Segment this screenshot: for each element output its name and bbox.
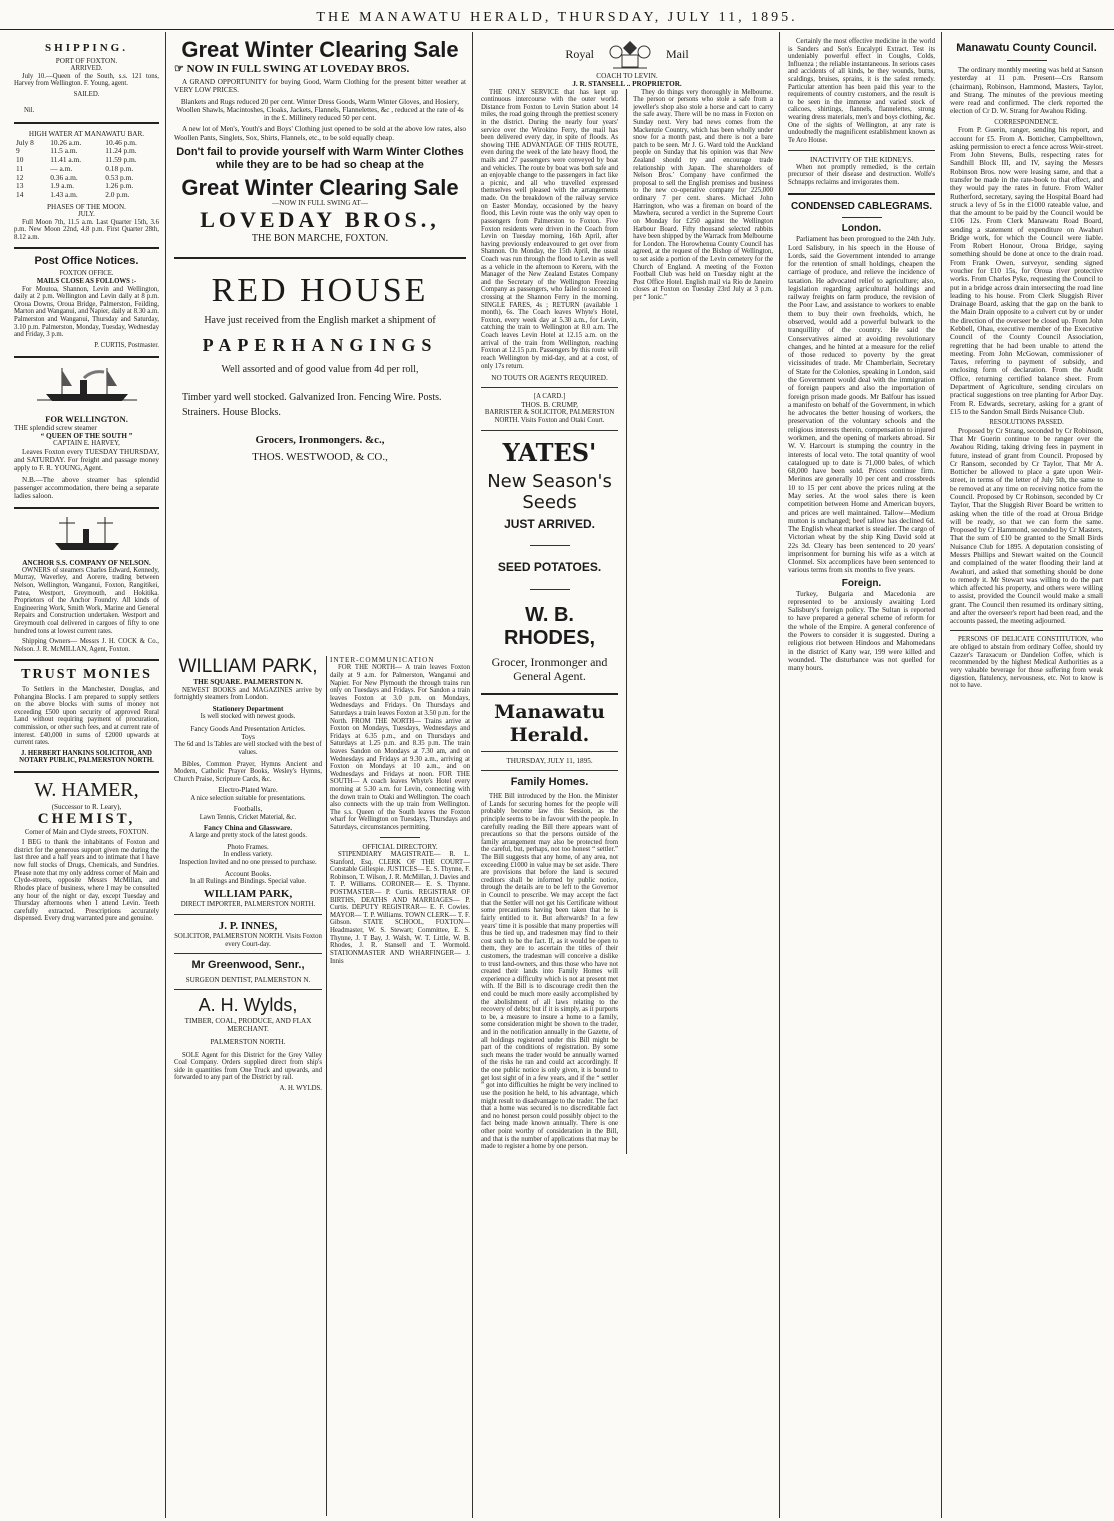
hankins: J. HERBERT HANKINS SOLICITOR, AND NOTARY PUBLIC, PALMERSTON NORTH. bbox=[19, 749, 154, 765]
park-china-text: A large and pretty stock of the latest goods. bbox=[189, 832, 307, 840]
sale-reductions: Blankets and Rugs reduced 20 per cent. Winter Dress Goods, Warm Winter Gloves, and Hosiery, Woollen Shawls, Macintoshes, Cloaks, Jackets, Flannels, Flannelettes, &c , reduced at the rate of 4s in the £. Millinery reduced 50 per cent. bbox=[176, 97, 464, 123]
crump-name: THOS. B. CRUMP, bbox=[521, 401, 578, 409]
foreign-cables: Turkey, Bulgaria and Macedonia are represented to be anxiously awaiting Lord Salisbury's foreign policy. The Sultan is reported to have prepared a general scheme of reform for the whole of the Empire. A general conference of the Powers to consider it is suggested. During a religious riot between Hindoos and Mahomedans in the district of Katty war, 199 were killed and wounded. The disturbance was not quelled for many hours. bbox=[788, 589, 935, 673]
no-touts: NO TOUTS OR AGENTS REQUIRED. bbox=[491, 374, 608, 383]
steamer-name: “ QUEEN OF THE SOUTH ” bbox=[40, 431, 133, 440]
wylds-signature: A. H. WYLDS. bbox=[279, 1085, 322, 1092]
column-shipping bbox=[8, 32, 166, 1518]
moon-title: PHASES OF THE MOON. bbox=[47, 202, 126, 211]
column-editorial bbox=[475, 32, 780, 1518]
directory-text: STIPENDIARY MAGISTRATE— R. L. Stanford, Esq. CLERK OF THE COURT— Constable Gillespie. JUSTICES— E. S. Thynne, F. Robinson, T. Wilson, J. R. McMillan, J. Davies and T. P. Williams. CORONER— E. S. Thynne. POSTMASTER— P. Curtis. REGISTRAR OF BIRTHS, DEATHS AND MARRIAGES— P. Curtis. DEPUTY REGISTRAR— E. F. Cowies. MAYOR— T. P. Williams. TOWN CLERK— T. F. Gibson. STATE SCHOOL, FOXTON— Headmaster, W. S. Stewart; Committee, E. S. Thynne, J. T Bay, J. Walsh, W. T. Little, W. B. Rhodes, J. R. Stansell and T. Wormold. STATIONMASTER AND WHARFINGER— J. Innis bbox=[330, 850, 470, 965]
inter-title: INTER-COMMUNICATION bbox=[330, 656, 435, 664]
hamer-subtitle: (Successor to R. Leary), bbox=[51, 802, 122, 811]
local-news-text: They do things very thoroughly in Melbourne. The person or persons who stole a safe from a jeweller's shop also stole a horse and cart to carry the safe away. There will be no mass in Foxton on Sunday next. Very bad news comes from the Mackenzie Country, which has been wholly under snow for a month past, and there is not a bare patch to be seen. Mr J. G. Ward told the Auckland people on Sunday that his opinion was that New Zealand should try and encourage trade relationship with Japan. The shareholders of Nelson Bros.' Company have confirmed the proposal to sell the English premises and business to the new co-operative company for 225,000 ordinary 7 per cent. shares. Michael John Harrington, who was a fireman on board of the Mawhera, secured a verdict in the Supreme Court on Monday for £250 against the Wellington Harbour Board. Fifty thousand selected rabbits have been shipped by the Warrack from Melbourne for London. The Horowhenua County Council has agreed, at the request of the Bishop of Wellington, to set aside a portion of the Levin cemetery for the Church of England. A meeting of the Foxton Football Club was held on Tuesday night at the Post Office Hotel. English mail via Rio de Janeiro closes at Foxton on Tuesday 23rd July at 3 p.m. per “ Ionic.” bbox=[633, 88, 773, 302]
park-photo: Photo Frames. bbox=[227, 843, 269, 852]
trust-text: To Settlers in the Manchester, Douglas, and Pohangina Blocks. I am prepared to supply settlers on the above blocks with sums of money not exceeding £500 upon security of approved Rural Land without requiring payment of procuration, commission, or other such fees, and at current rate of interest. £40,000 in sums of £2000 upwards at current rates. bbox=[14, 686, 159, 747]
park-toys: Toys bbox=[241, 733, 255, 742]
tide-title: HIGH WATER AT MANAWATU BAR. bbox=[28, 130, 145, 139]
greenwood-text: SURGEON DENTIST, PALMERSTON N. bbox=[185, 976, 311, 985]
hamer-text: I BEG to thank the inhabitants of Foxton and district for the generous support given me during the last three and a half years and to intimate that I have now full stocks of Drugs, Chemicals, and Sundries. Please note that my only address corner of Main and Clyde-streets, opposite Messrs McMillan, and Rhodes place of business, where I may be consulted any hour of the night or day, except Tuesday and Thursday afternoons when I attend Levin. Teeth carefully extracted. Prescriptions accurately dispensed. Every drug warranted pure and genuine. bbox=[14, 839, 159, 923]
kidneys-text: When not promptly remedied, is the certain precursor of their disease and destruction. Wolfe's Schnapps reclaims and invigorates them. bbox=[788, 163, 935, 187]
westwood: THOS. WESTWOOD, & CO., bbox=[252, 451, 388, 463]
coffee-notice: PERSONS OF DELICATE CONSTITUTION, who are obliged to abstain from ordinary Coffee, should try Cazzer's Taraxacum or Dandelion Coffee, which is recommended by the highest Medical Authorities as a very valuable beverage for those suffering from weak digestion, flatulency, nervousness, etc. Not to know is not to have. bbox=[950, 636, 1103, 690]
william-park-ad bbox=[174, 656, 327, 1516]
royal-crest-icon bbox=[607, 38, 653, 72]
table-row: 10 11.41 a.m. 11.59 p.m. bbox=[16, 155, 137, 165]
post-office-subtitle: FOXTON OFFICE. bbox=[59, 270, 114, 278]
wylds-name: A. H. Wylds, bbox=[198, 995, 298, 1016]
wylds-agent: SOLE Agent for this District for the Grey Valley Coal Company. Orders supplied direct from ship's side in quantities from One Truck and upwards, and forwarded to any part of the District by rail. bbox=[174, 1051, 322, 1082]
wellington-title: FOR WELLINGTON. bbox=[45, 413, 128, 424]
rhodes-name: W. B. RHODES, bbox=[503, 603, 596, 650]
wylds-palmerston: PALMERSTON NORTH. bbox=[210, 1038, 286, 1047]
bon-marche: THE BON MARCHE, FOXTON. bbox=[251, 233, 389, 245]
family-homes-title: Family Homes. bbox=[510, 776, 589, 789]
herald-title: Manawatu Herald. bbox=[494, 701, 605, 746]
london-heading: London. bbox=[841, 223, 882, 235]
park-fancy: Fancy Goods And Presentation Articles. bbox=[190, 724, 306, 733]
sailed-label: SAILED. bbox=[73, 91, 100, 99]
crump-text: BARRISTER & SOLICITOR, PALMERSTON NORTH. Visits Foxton and Otaki Court. bbox=[484, 409, 615, 424]
sale-callout: Don't fail to provide yourself with Warm Winter Clothes while they are to be had so cheap at the bbox=[176, 146, 464, 171]
park-bibles: Bibles, Common Prayer, Hymns Ancient and Modern, Catholic Prayer Books, Wesley's Hymns, Church Praise, Scripture Cards, &c. bbox=[174, 760, 322, 783]
sale-now: ☞ NOW IN FULL SWING AT LOVEDAY BROS. bbox=[174, 63, 410, 76]
sale-title-repeat: Great Winter Clearing Sale bbox=[181, 174, 459, 200]
resolutions-text: Proposed by Cr Strang, seconded by Cr Robinson, That Mr Guerin continue to be ranger over the Awahou Riding, taking driving fees in payment in future, instead of grant from Council. Proposed by Cr Ransom, seconded by Cr Taylor, That Mr A. Botticher be allowed to place a gate upon Weir-street, in terms of the letter of July 5th, the same to be removed at any time on receiving notice from the Council. Proposed by Cr Robinson, seconded by Cr Taylor, That the Sluggish River Board be written to asking when the title of the road at Oroua Bridge will be ready, so that we can form the same. Proposed by Cr Hammond, seconded by Cr Masters, That the sum of £10 be granted to the Small Birds Nuisance Club for 1895. A deputation consisting of Messrs Phillips and Stewart waited on the Council and complained of the water flooding their land at Awahuri, and asked that something should be done to remedy it. Mr Stewart was willing to do the part which affected his property, and others were willing to assist, provided the Council would make a small grant. The Council then resumed its ordinary sitting, and after the overseer's report had been read, and the accounts passed, the meeting adjourned. bbox=[950, 426, 1103, 626]
park-signature: WILLIAM PARK, bbox=[203, 888, 293, 901]
inter-communication bbox=[330, 656, 470, 1516]
port-heading: PORT OF FOXTON. bbox=[55, 56, 118, 65]
anchor-title: ANCHOR S.S. COMPANY OF NELSON. bbox=[22, 558, 151, 567]
captain: CAPTAIN E. HARVEY, bbox=[53, 440, 120, 448]
column-council bbox=[944, 32, 1109, 1518]
sale-title: Great Winter Clearing Sale bbox=[181, 37, 459, 62]
anchor-steamer-icon bbox=[47, 515, 127, 555]
park-toys-text: The 6d and 1s Tables are well stocked with the best of values. bbox=[174, 741, 322, 756]
news-column bbox=[626, 89, 773, 1154]
directory-title: OFFICIAL DIRECTORY. bbox=[362, 842, 438, 851]
council-title: Manawatu County Council. bbox=[956, 42, 1097, 54]
park-footballs-text: Lawn Tennis, Cricket Material, &c. bbox=[199, 813, 297, 821]
shipping-title: SHIPPING. bbox=[45, 42, 128, 54]
grocers: Grocers, Ironmongers. &c., bbox=[255, 434, 385, 447]
rhodes-text: Grocer, Ironmonger and General Agent. bbox=[491, 654, 608, 683]
park-stationery-text: Is well stocked with newest goods. bbox=[200, 713, 296, 721]
correspondence-heading: CORRESPONDENCE. bbox=[994, 118, 1059, 126]
arrived-label: ARRIVED. bbox=[70, 65, 103, 73]
park-photo-text: In endless variety. bbox=[223, 851, 273, 859]
cables-title: CONDENSED CABLEGRAMS. bbox=[790, 200, 933, 212]
greenwood-name: Mr Greenwood, Senr., bbox=[191, 959, 305, 972]
chemist-label: CHEMIST, bbox=[37, 810, 136, 827]
mails-heading: MAILS CLOSE AS FOLLOWS :- bbox=[36, 278, 137, 286]
park-square: THE SQUARE. PALMERSTON N. bbox=[193, 678, 303, 687]
table-row: 14 1.43 a.m. 2.0 p.m. bbox=[16, 189, 130, 199]
anchor-text: OWNERS of steamers Charles Edward, Kennedy, Murray, Waverley, and Aorere, trading between Nelson, Wellington, Wanganui, Foxton, Rangitikei, Patea, Westport, Greymouth, and Hokitika. Proprietors of the Anchor Foundry. All kinds of Engineering Work, Smith Work, Marine and General Repairs and Construction undertaken. Westport and Greymouth coal delivered in cargoes of fifty to one hundred tons at lowest current rates. bbox=[14, 566, 159, 635]
post-office-title: Post Office Notices. bbox=[34, 255, 139, 268]
moon-month: JULY. bbox=[78, 211, 95, 218]
sale-clothing: A new lot of Men's, Youth's and Boys' Clothing just opened to be sold at the above low rates, also Woollen Pants, Singlets, Sox, Shirts, Flannels, etc., to be sold equally cheap. bbox=[174, 125, 466, 142]
wylds-text: TIMBER, COAL, PRODUCE, AND FLAX MERCHANT. bbox=[184, 1016, 312, 1033]
sale-intro: A GRAND OPPORTUNITY for buying Good, Warm Clothing for the present bitter weather at VERY LOW PRICES. bbox=[174, 78, 466, 95]
park-electro: Electro-Plated Ware. bbox=[218, 786, 278, 795]
trust-title: TRUST MONIES bbox=[21, 667, 152, 683]
park-stationery: Stationery Department bbox=[212, 704, 284, 713]
steamer-schedule: Leaves Foxton every TUESDAY THURSDAY, and SATURDAY. For freight and passage money apply to F. R. YOUNG, Agent. bbox=[14, 447, 159, 473]
paperhangings: PAPERHANGINGS bbox=[202, 335, 438, 355]
coach-title: COACH TO LEVIN. bbox=[596, 72, 658, 80]
edition-date: THURSDAY, JULY 11, 1895. bbox=[506, 756, 593, 765]
loveday-name: LOVEDAY BROS., bbox=[200, 207, 440, 233]
park-account-text: In all Rulings and Bindings. Special value. bbox=[189, 877, 307, 885]
coach-body bbox=[481, 89, 773, 1154]
innes-text: SOLICITOR, PALMERSTON NORTH. Visits Foxton every Court-day. bbox=[174, 933, 322, 948]
park-account: Account Books. bbox=[224, 869, 272, 878]
pointing-hand-icon: ☞ bbox=[174, 63, 187, 76]
table-row: 9 11.5 a.m. 11.24 p.m. bbox=[16, 146, 137, 156]
red-house-title: RED HOUSE bbox=[211, 272, 429, 310]
correspondence-text: From P. Guerin, ranger, sending his report, and account for £5. From A. Botticher, Campbelltown, asking permission to erect a fence across Weir-street. From John Stevens, Bulls, respecting rates for Sandhill Block III, and IV, saying the Messrs Robinson Bros. now were leasing same, and that a transfer be made in the rate-book to that effect, and they would pay the rates in future. From Walter Rutherford, secretary, saying the Hospital Board had struck a levy of 5s in the £1000 rateable value, and that the amount to be paid by the Council would be £106 12s. From Clerk Manawatu Road Board, sending a statement of expenditure on Awahuri Bridge work, for which the Council were liable. From Robert Honour, Oroua Bridge, saying something should be done at once to the drain road. From Frank Owen, surveyor, sending signed voucher for £10 15s, for Oroua river protective works. From Charles Pyke, requesting the Council to put in a bridge across drain intersecting the road line leading to his house. From Clerk Sluggish River Drainage Board, asking that the gap on the bank to the Main Drain opposite to a culvert cut by or under the direction of the overseer be closed up. From John Kebbell, Ohau, executive member of the Executive Council of the County Council Association, regretting that he had been unable to attend the meeting. From John McGowan, commissioner of Taxes, referring to payment of subsidy, and enclosing form of declaration. From the Audit Office, returning certified balance sheet. From Department of Agriculture, sending circulars on practical suggestions on tree planting for Arbor Day. From R. Edwards, secretary, asking for a grant of £15 to the Sandon Small Birds Nuisance Club. bbox=[950, 126, 1103, 416]
timber-yard: Timber yard well stocked. Galvanized Iron. Fencing Wire. Posts. Strainers. House Blocks. bbox=[182, 392, 442, 419]
park-news: NEWEST BOOKS and MAGAZINES arrive by fortnightly steamers from London. bbox=[174, 686, 322, 702]
park-importer: DIRECT IMPORTER, PALMERSTON NORTH. bbox=[180, 901, 316, 909]
park-china: Fancy China and Glassware. bbox=[203, 824, 293, 833]
resolutions-heading: RESOLUTIONS PASSED. bbox=[989, 419, 1064, 427]
advertisement-text: Certainly the most effective medicine in the world is Sanders and Son's Eucalypti Extract. Test its undeniably powerful effect in Coughs, Colds, Influenza ; the reliable instantaneous. In serious cases and accidents of all kinds, be they wounds, burns, scaldings, bruises, sprains, it is the safest remedy. Particular attention has been paid this year to the requirements of country customers, and the result is to be seen in the immense and varied stock of calicoes, shirtings, flannels, flannelettes, strong wearing dress materials, men's and boys clothing, &c. One of the sights of Wellington, at any rate is undoubtedly the magnificent establishment known as Te Aro House. bbox=[788, 38, 935, 144]
park-inspection: Inspection Invited and no one pressed to purchase. bbox=[179, 858, 317, 866]
park-footballs: Footballs, bbox=[233, 805, 263, 814]
steamer-note: N.B.—The above steamer has splendid passenger accommodation, there being a separate ladies saloon. bbox=[14, 475, 159, 501]
steamer-icon bbox=[32, 364, 142, 410]
postmaster-sign: P. CURTIS, Postmaster. bbox=[94, 341, 159, 349]
table-row: 13 1.9 a.m. 1.26 p.m. bbox=[16, 181, 134, 191]
council-intro: The ordinary monthly meeting was held at Sanson yesterday at 11 p.m. Present—Crs Ransom (chairman), Robinson, Hammond, Masters, Taylor, and Strang. The minutes of the previous meeting were read and confirmed. The clerk reported the election of Cr D. W. Strang for Awahou Riding. bbox=[950, 65, 1103, 116]
tide-table bbox=[14, 139, 159, 200]
just-arrived: JUST ARRIVED. bbox=[504, 517, 595, 532]
table-row: 11 — a.m. 0.18 p.m. bbox=[16, 163, 134, 173]
red-house-intro: Have just received from the English market a shipment of bbox=[204, 315, 436, 327]
park-title: WILLIAM PARK, bbox=[178, 656, 318, 677]
red-house-value: Well assorted and of good value from 4d per roll, bbox=[221, 364, 419, 376]
family-homes-text: THE Bill introduced by the Hon. the Minister of Lands for securing homes for the people will probably become law this Session, as the principle seems to be in favour with the people. In carefully reading the Bill there appears want of precautions so that the persons outside of the family arrangement may also be protected from the careful, but, perhaps, not too honest “ settler.” The Bill suggests that any home, of any area, not exceeding £1000 in value may be set aside. There are provisions that before the land is secured creditors shall be informed by public notice, through the details are to be left to the Governor in Council to prescribe. We may accept the fact that the Settler will not get his Certificate without some precautions having been taken that he is fairly entitled to it. But afterwards? In a few years' time it is possible that many properties will thus be tied up, and tradesmen may find to their cost such to be the fact. If, as it would be open to them, they are to ascertain the titles of their customers, the tradesman will conceive a dislike to trust land-owners, and thus those who have not created their lands into Family Homes will experience a difficulty which is not at present met with. If the Bill is to discourage credit then the end could be much more easily accomplished by the abolishment of all laws relating to the recovery of debts; but if it is simply, as it purports to be, a measure to insure a home to a family, some consideration might be shown to the trader, and in the notification annually in the Gazette, of all holdings registered under this Bill might be part of the conditions of registration. By some such means the trader would be annually warned of the risks he ran and could act accordingly. If the one public notice is only given, it is bound to get lost sight of in a few years, and if the “ settler ” got into difficulties he might be very inclined to use the position he held, to his advantage, which might result to disadvantage to the trader. The fact that a home was secured is no discreditable fact and no honest person could possibly object to the fact being made known annually. There is one other point worthy of consideration in the Bill, and that is the number of applications that may be made to register a home by one person. bbox=[481, 793, 619, 1151]
column-cables bbox=[782, 32, 942, 1518]
yates-title: YATES' bbox=[502, 437, 597, 467]
park-electro-text: A nice selection suitable for presentations. bbox=[190, 794, 306, 802]
table-row: 12 0.36 a.m. 0.53 p.m. bbox=[16, 172, 134, 182]
hamer-title: W. HAMER, bbox=[34, 779, 139, 802]
coach-text: THE ONLY SERVICE that has kept up continuous intercourse with the outer world. Distance from Foxton to Levin Station about 14 miles, the road going through the prettiest scenery in the district. During the nearly four years' service over the Wirokino Ferry, the mail has been delivered every day, in spite of floods. As showing THE ADVANTAGE OF THIS ROUTE, even during the week of the late heavy flood, the mails and 27 passengers were conveyed by boat and vehicles. The route by boat was both safe and an enjoyable change to the passengers in fact like a picnic, and all who travelled expressed themselves well pleased with the arrangements made. On the breakdown of the railway service on Easter Monday, occasioned by the heavy flood, this Levin route was the only way open to passengers from Palmerston to Foxton. Five Foxton residents were driven in the Coach from Levin on Tuesday morning, 16th April, after having previously endeavoured to get over from Shannon. On Monday, the 15th April, the usual Coach was run through the flood to Levin as well as a vehicle in the afternoon to Kereru, with the Manager of the New Zealand Estates Company and the Secretary of the Wellington Freezing Company as passengers, who failed to succeed in crossing at the Shannon Ferry in the morning. SINGLE FARES, 4s ; RETURN (available 1 month), 6s. The Coach leaves Whyte's Hotel, Foxton, every week day at 5.30 a.m., for Levin, catching the train to Wellington at 8.0 a.m. The Coach leaves Levin Hotel at 12.15 a.m. on the arrival of the train from Wellington, reaching Foxton at 12.15 p.m. Passengers by this route will reach Wellington by mid-day, and at a cost, of only 17s return. bbox=[481, 88, 619, 370]
inter-text: FOR THE NORTH— A train leaves Foxton daily at 9 a.m. for Palmerston, Wanganui and Napier. For New Plymouth the through trains run only on Tuesdays and Fridays. For Sandon a train leaves Foxton at 3.0 p.m. on Mondays, Wednesdays and Fridays. On Thursdays and Saturdays a train leaves Foxton at 3.50 p.m. for the North. FROM THE NORTH— Trains arrive at Foxton on Mondays, Tuesdays, Wednesdays and Fridays at 6.35 p.m., and on Thursdays and Saturdays at 1.25 p.m. and 8.35 p.m. The train leaves Sandon on Mondays at 7.30 am, and on Wednesdays and Fridays at 9.30 a.m., arriving at Foxton on Mondays at 10 a.m., and on Wednesdays and Fridays at noon. FOR THE SOUTH— A coach leaves Whyte's Hotel every morning at 5.30 a.m. for Levin, connecting with the down train to Otaki and Wellington. The coach also connects with the up train from Wellington. The s.s. Queen of the South leaves the Foxton wharf for Wellington on Tuesdays, Thursdays and Saturdays, circumstances permitting. bbox=[330, 664, 470, 832]
sailed-nil: Nil. bbox=[24, 106, 35, 114]
card-label: [A CARD.] bbox=[533, 393, 566, 401]
kidneys-title: INACTIVITY OF THE KIDNEYS. bbox=[809, 155, 913, 164]
seeds-title: New Season's Seeds bbox=[487, 470, 612, 514]
sale-now-repeat: —NOW IN FULL SWING AT— bbox=[272, 199, 368, 208]
seed-potatoes: SEED POTATOES. bbox=[497, 560, 602, 575]
anchor-agents: Shipping Owners— Messrs J. H. COCK & Co., Nelson. J. R. McMILLAN, Agent, Foxton. bbox=[14, 638, 159, 653]
foreign-heading: Foreign. bbox=[841, 577, 882, 589]
royal-mail-header: Royal Mail bbox=[481, 38, 773, 72]
steamer-label: THE splendid screw steamer bbox=[14, 423, 97, 432]
coach-column bbox=[481, 89, 618, 1154]
arrived-text: July 10.—Queen of the South, s.s. 121 tons, Harvey from Wellington. F. Young, agent. bbox=[14, 72, 159, 88]
masthead: THE MANAWATU HERALD, THURSDAY, JULY 11, 1895. bbox=[0, 0, 1114, 30]
london-cables: Parliament has been prorogued to the 24th July. Lord Salisbury, in his speech in the House of Lords, said the Government intended to arrange for the retention of small holdings, cheapen the carriage of produce, and relieve the incidence of taxation. He advocated relief to agriculture; also, legislation regarding agricultural holdings and railway freights on farm produce, the revision of the Poor Law, and assistance to workers to enable them to buy their own freeholds, which, he observed, would add a powerful bulwark to the tranquillity of the country. He said the Conservatives aimed at avoiding revolutionary changes, and he hinted at a measure for the relief of those reduced to poverty by the great vicissitudes of trade. Mr Chamberlain, Secretary of State for the Colonies, speaking in London, said the Government would deal with the immigration of foreign paupers and also the importation of foreign prison made goods. Mr Balfour has issued a manifesto on behalf of the Government, in which he advocates the better housing of workers, the preservation of the voluntary schools and the religious interests therein, compensation to injured workmen, and the opening of markets abroad. Sir W. V. Harcourt is stumping the country in the interests of local veto. The total quantity of wool catalogued up to date is 71,000 bales, of which 68,000 have been sold. Prices continue firm. Merinos are generally 10 per cent and crossbreds 10 to 15 per cent above the prices ruling at the May series. At the wool sales there is keen competition between Home and American buyers, and prices are well maintained. Tallow—Medium mutton is unchanged; beef tallow has declined 6d. The English wheat market is steadier. The cargo of Victorian wheat by the ship King David sold at 22s 3d. Cleary has been sentenced to 20 years' imprisonment for burning his wife as a witch at Clonmel. Six accomplices have been sentenced to various terms from six months to five years. bbox=[788, 235, 935, 575]
hamer-address: Corner of Main and Clyde streets, FOXTON. bbox=[24, 828, 149, 836]
proprietor: J. R. STANSELL .. PROPRIETOR. bbox=[572, 80, 682, 89]
table-row: July 8 10.26 a.m. 10.46 p.m. bbox=[16, 137, 137, 147]
moon-phases: Full Moon 7th, 11.5 a.m. Last Quarter 15th, 3.6 p.m. New Moon 22nd, 4.8 p.m. First Quarter 28th, 8.12 a.m. bbox=[14, 218, 159, 241]
innes-name: J. P. INNES, bbox=[218, 920, 278, 933]
column-advertisements bbox=[168, 32, 473, 1518]
mails-text: For Moutoa, Shannon, Levin and Wellington, daily at 2 p.m. Wellington and Levin daily at 8 p.m. Oroua Downs, Oroua Bridge, Palmerston, Feilding, Marton and Wanganui, and Napier, daily at 8.30 a.m. Palmerston and Wanganui, Thursday and Saturday, 3.10 p.m. Palmerston, Monday, Tuesday, Wednesday and Friday, 3 p.m. bbox=[14, 285, 159, 339]
